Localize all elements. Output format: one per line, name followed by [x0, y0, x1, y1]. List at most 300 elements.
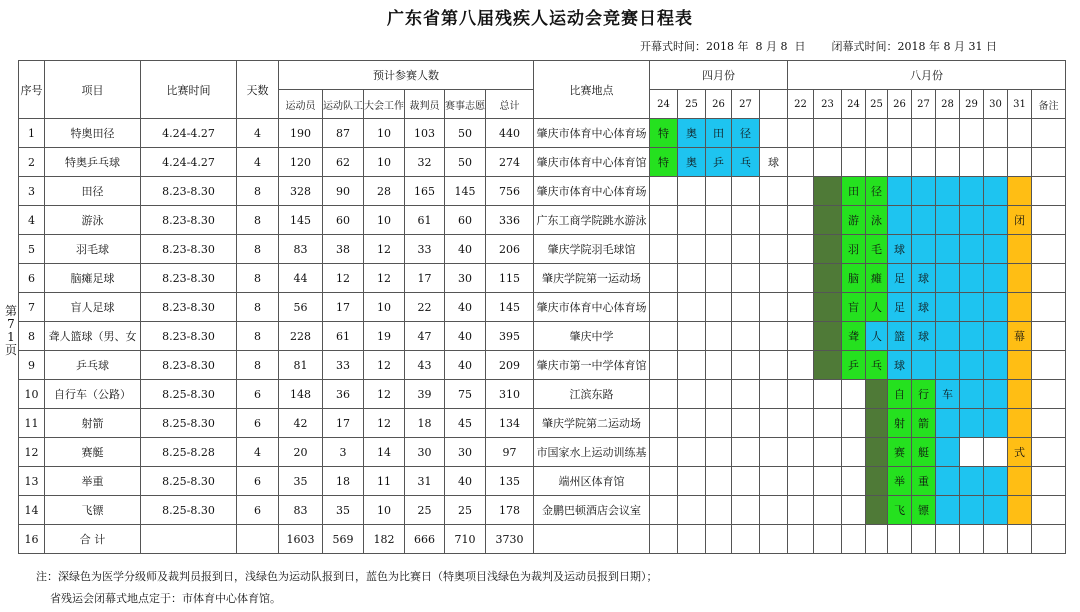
- cell-april-day: [678, 438, 706, 467]
- cell-people: 135: [486, 467, 534, 496]
- cell-people: 33: [323, 351, 364, 380]
- cell-august-day: [814, 177, 842, 206]
- cell-april-day: [678, 235, 706, 264]
- cell-august-day: 赛: [888, 438, 912, 467]
- cell-days: 8: [237, 235, 279, 264]
- cell-venue: 金鹏巴顿酒店会议室: [534, 496, 650, 525]
- cell-august-day: [1008, 148, 1032, 177]
- cell-august-day: [814, 409, 842, 438]
- cell-april-day: [678, 322, 706, 351]
- cell-venue: 肇庆市体育中心体育场: [534, 177, 650, 206]
- cell-april-day: [706, 380, 732, 409]
- cell-people: 31: [405, 467, 445, 496]
- cell-people: 10: [364, 206, 405, 235]
- cell-april-day: [650, 409, 678, 438]
- cell-april-day: 田: [706, 119, 732, 148]
- table-row: [19, 322, 1066, 351]
- cell-august-day: [1032, 409, 1066, 438]
- header-august-day: 27: [912, 90, 936, 119]
- cell-venue: 肇庆学院第一运动场: [534, 264, 650, 293]
- cell-people: 30: [405, 438, 445, 467]
- cell-august-day: [960, 467, 984, 496]
- cell-august-day: [866, 438, 888, 467]
- cell-august-day: [936, 467, 960, 496]
- header-april-day: [760, 90, 788, 119]
- cell-april-day: 特: [650, 148, 678, 177]
- cell-april-day: [760, 467, 788, 496]
- cell-august-day: [912, 206, 936, 235]
- cell-april-day: [650, 264, 678, 293]
- cell-august-day: [936, 206, 960, 235]
- header-august-day: 31: [1008, 90, 1032, 119]
- cell-april-day: [760, 496, 788, 525]
- cell-people: 40: [445, 322, 486, 351]
- cell-august-day: [1032, 438, 1066, 467]
- cell-august-day: [960, 351, 984, 380]
- cell-time: 8.23-8.30: [141, 206, 237, 235]
- cell-seq: 7: [19, 293, 45, 322]
- cell-august-day: [1008, 293, 1032, 322]
- table-row: [19, 438, 1066, 467]
- cell-april-day: [760, 322, 788, 351]
- cell-august-day: 车: [936, 380, 960, 409]
- cell-people: 165: [405, 177, 445, 206]
- cell-people: 61: [405, 206, 445, 235]
- cell-august-day: [912, 235, 936, 264]
- table-row: [19, 119, 1066, 148]
- schedule-table: [18, 60, 1066, 554]
- cell-april-day: 特: [650, 119, 678, 148]
- header-days: 天数: [237, 61, 279, 119]
- cell-venue: 广东工商学院跳水游泳: [534, 206, 650, 235]
- cell-item: 射箭: [45, 409, 141, 438]
- cell-people: 666: [405, 525, 445, 554]
- cell-august-day: 艇: [912, 438, 936, 467]
- cell-people: 206: [486, 235, 534, 264]
- cell-august-day: [912, 148, 936, 177]
- cell-venue: 肇庆市体育中心体育场: [534, 119, 650, 148]
- cell-people: 33: [405, 235, 445, 264]
- cell-august-day: [1008, 467, 1032, 496]
- cell-april-day: [706, 467, 732, 496]
- cell-april-day: [650, 235, 678, 264]
- cell-august-day: [814, 351, 842, 380]
- table-row: [19, 467, 1066, 496]
- cell-august-day: [866, 119, 888, 148]
- cell-days: 4: [237, 438, 279, 467]
- cell-august-day: [1008, 119, 1032, 148]
- cell-august-day: [912, 119, 936, 148]
- cell-august-day: [984, 496, 1008, 525]
- cell-time: 4.24-4.27: [141, 148, 237, 177]
- cell-april-day: [706, 322, 732, 351]
- cell-people: 17: [323, 409, 364, 438]
- cell-august-day: [814, 206, 842, 235]
- cell-april-day: [678, 525, 706, 554]
- cell-people: 12: [364, 351, 405, 380]
- cell-august-day: [912, 177, 936, 206]
- cell-august-day: [960, 235, 984, 264]
- cell-people: 40: [445, 351, 486, 380]
- cell-people: 39: [405, 380, 445, 409]
- cell-april-day: [732, 380, 760, 409]
- cell-august-day: [788, 438, 814, 467]
- cell-april-day: [678, 206, 706, 235]
- cell-item: 游泳: [45, 206, 141, 235]
- cell-days: 6: [237, 467, 279, 496]
- schedule-body: [19, 119, 1066, 554]
- cell-august-day: [984, 148, 1008, 177]
- cell-people: 56: [279, 293, 323, 322]
- header-august-day: 23: [814, 90, 842, 119]
- cell-people: 81: [279, 351, 323, 380]
- cell-people: 3: [323, 438, 364, 467]
- cell-days: 8: [237, 264, 279, 293]
- cell-seq: 4: [19, 206, 45, 235]
- cell-days: 8: [237, 177, 279, 206]
- cell-april-day: 奥: [678, 148, 706, 177]
- table-row: [19, 264, 1066, 293]
- cell-people: 328: [279, 177, 323, 206]
- cell-people: 336: [486, 206, 534, 235]
- cell-august-day: [984, 293, 1008, 322]
- cell-august-day: [1032, 235, 1066, 264]
- cell-days: 8: [237, 293, 279, 322]
- cell-people: 395: [486, 322, 534, 351]
- cell-august-day: [960, 206, 984, 235]
- cell-days: 4: [237, 119, 279, 148]
- cell-people: 274: [486, 148, 534, 177]
- cell-april-day: [732, 177, 760, 206]
- cell-item: 脑瘫足球: [45, 264, 141, 293]
- cell-april-day: 球: [760, 148, 788, 177]
- cell-people: 12: [364, 380, 405, 409]
- cell-august-day: [1008, 351, 1032, 380]
- page-number: 第 7 1 页: [4, 304, 17, 357]
- cell-april-day: [760, 206, 788, 235]
- table-row: [19, 206, 1066, 235]
- cell-august-day: [984, 525, 1008, 554]
- cell-seq: 10: [19, 380, 45, 409]
- cell-august-day: [888, 525, 912, 554]
- cell-april-day: [732, 438, 760, 467]
- cell-august-day: [814, 148, 842, 177]
- cell-april-day: [650, 177, 678, 206]
- cell-august-day: [842, 525, 866, 554]
- cell-april-day: [732, 206, 760, 235]
- ceremony-times: [640, 38, 1023, 54]
- cell-august-day: [866, 409, 888, 438]
- header-august-day: 24: [842, 90, 866, 119]
- cell-august-day: 式: [1008, 438, 1032, 467]
- cell-august-day: [814, 380, 842, 409]
- cell-april-day: [706, 525, 732, 554]
- cell-april-day: [732, 264, 760, 293]
- cell-people: 710: [445, 525, 486, 554]
- cell-people: 115: [486, 264, 534, 293]
- cell-august-day: [936, 293, 960, 322]
- cell-august-day: [814, 467, 842, 496]
- cell-people: 10: [364, 496, 405, 525]
- cell-august-day: [814, 119, 842, 148]
- cell-april-day: [650, 496, 678, 525]
- cell-item: 羽毛球: [45, 235, 141, 264]
- cell-april-day: [732, 496, 760, 525]
- cell-item: 田径: [45, 177, 141, 206]
- cell-august-day: 箭: [912, 409, 936, 438]
- cell-time: 8.25-8.28: [141, 438, 237, 467]
- cell-august-day: [814, 293, 842, 322]
- cell-people: 10: [364, 119, 405, 148]
- cell-august-day: [814, 322, 842, 351]
- header-april-day: 24: [650, 90, 678, 119]
- cell-august-day: [888, 119, 912, 148]
- cell-august-day: [936, 119, 960, 148]
- cell-april-day: [678, 467, 706, 496]
- cell-august-day: [842, 438, 866, 467]
- cell-august-day: [788, 119, 814, 148]
- cell-august-day: [960, 496, 984, 525]
- cell-april-day: [760, 293, 788, 322]
- cell-august-day: [960, 525, 984, 554]
- cell-people: 17: [323, 293, 364, 322]
- cell-august-day: [788, 496, 814, 525]
- cell-august-day: 人: [866, 322, 888, 351]
- cell-april-day: 径: [732, 119, 760, 148]
- cell-people: 60: [323, 206, 364, 235]
- cell-people: 35: [323, 496, 364, 525]
- cell-april-day: [732, 322, 760, 351]
- cell-people: 28: [364, 177, 405, 206]
- cell-august-day: 盲: [842, 293, 866, 322]
- cell-people: 228: [279, 322, 323, 351]
- cell-august-day: [1032, 351, 1066, 380]
- header-people-col: 运动员: [279, 90, 323, 119]
- cell-august-day: [960, 409, 984, 438]
- header-people: 预计参赛人数: [279, 61, 534, 90]
- header-people-col: 赛事志愿: [445, 90, 486, 119]
- cell-april-day: [760, 525, 788, 554]
- cell-august-day: [960, 264, 984, 293]
- cell-people: 440: [486, 119, 534, 148]
- cell-august-day: [842, 496, 866, 525]
- cell-august-day: [1032, 148, 1066, 177]
- cell-people: 97: [486, 438, 534, 467]
- cell-people: 25: [445, 496, 486, 525]
- header-april-day: 25: [678, 90, 706, 119]
- cell-time: 8.23-8.30: [141, 264, 237, 293]
- cell-april-day: [706, 206, 732, 235]
- cell-people: 90: [323, 177, 364, 206]
- cell-people: 145: [486, 293, 534, 322]
- cell-time: 8.23-8.30: [141, 351, 237, 380]
- header-time: 比赛时间: [141, 61, 237, 119]
- cell-august-day: [1008, 380, 1032, 409]
- cell-april-day: [706, 438, 732, 467]
- header-people-col: 总计: [486, 90, 534, 119]
- cell-april-day: [678, 293, 706, 322]
- cell-venue: 肇庆市体育中心体育场: [534, 293, 650, 322]
- cell-people: 62: [323, 148, 364, 177]
- cell-people: 44: [279, 264, 323, 293]
- cell-april-day: [678, 264, 706, 293]
- cell-people: 756: [486, 177, 534, 206]
- cell-april-day: [650, 380, 678, 409]
- cell-april-day: [732, 293, 760, 322]
- cell-days: 8: [237, 351, 279, 380]
- cell-people: 148: [279, 380, 323, 409]
- cell-august-day: [788, 235, 814, 264]
- cell-venue: 肇庆市第一中学体育馆: [534, 351, 650, 380]
- cell-time: 8.25-8.30: [141, 467, 237, 496]
- cell-august-day: [936, 438, 960, 467]
- header-august-day: 28: [936, 90, 960, 119]
- cell-people: 45: [445, 409, 486, 438]
- cell-august-day: [1032, 119, 1066, 148]
- cell-people: 14: [364, 438, 405, 467]
- header-august-day: 30: [984, 90, 1008, 119]
- cell-april-day: [678, 496, 706, 525]
- cell-august-day: [1032, 322, 1066, 351]
- cell-people: 83: [279, 496, 323, 525]
- table-row: [19, 148, 1066, 177]
- cell-seq: 12: [19, 438, 45, 467]
- cell-august-day: 行: [912, 380, 936, 409]
- cell-april-day: [678, 177, 706, 206]
- cell-april-day: [732, 351, 760, 380]
- cell-august-day: 田: [842, 177, 866, 206]
- cell-august-day: 球: [888, 235, 912, 264]
- cell-people: 3730: [486, 525, 534, 554]
- opening-time: 开幕式时间：2018 年 8 月 8 日: [640, 40, 806, 53]
- cell-people: 1603: [279, 525, 323, 554]
- cell-people: 25: [405, 496, 445, 525]
- cell-april-day: [706, 409, 732, 438]
- cell-april-day: [678, 351, 706, 380]
- cell-april-day: [760, 380, 788, 409]
- cell-august-day: [936, 409, 960, 438]
- cell-august-day: 乒: [842, 351, 866, 380]
- cell-item: 聋人篮球（男、女: [45, 322, 141, 351]
- cell-venue: 肇庆学院第二运动场: [534, 409, 650, 438]
- cell-people: 12: [364, 409, 405, 438]
- closing-time: 闭幕式时间：2018 年 8 月 31 日: [831, 40, 997, 53]
- cell-august-day: 聋: [842, 322, 866, 351]
- cell-august-day: [960, 119, 984, 148]
- cell-time: 8.25-8.30: [141, 409, 237, 438]
- cell-people: 38: [323, 235, 364, 264]
- cell-august-day: [814, 496, 842, 525]
- cell-august-day: [1032, 177, 1066, 206]
- cell-item: 飞镖: [45, 496, 141, 525]
- cell-august-day: 足: [888, 293, 912, 322]
- cell-people: 10: [364, 148, 405, 177]
- cell-venue: 肇庆中学: [534, 322, 650, 351]
- cell-august-day: 闭: [1008, 206, 1032, 235]
- cell-august-day: [788, 525, 814, 554]
- cell-august-day: [866, 148, 888, 177]
- cell-april-day: [706, 177, 732, 206]
- cell-time: 8.25-8.30: [141, 496, 237, 525]
- cell-people: 17: [405, 264, 445, 293]
- cell-time: 8.23-8.30: [141, 293, 237, 322]
- header-seq: 序号: [19, 61, 45, 119]
- cell-item: 合 计: [45, 525, 141, 554]
- table-row: [19, 177, 1066, 206]
- cell-august-day: [788, 322, 814, 351]
- cell-people: 83: [279, 235, 323, 264]
- page-title: 广东省第八届残疾人运动会竞赛日程表: [387, 9, 693, 29]
- cell-people: 35: [279, 467, 323, 496]
- table-row: [19, 496, 1066, 525]
- table-row: [19, 351, 1066, 380]
- cell-april-day: [760, 351, 788, 380]
- cell-august-day: [984, 264, 1008, 293]
- cell-people: 134: [486, 409, 534, 438]
- cell-time: 8.25-8.30: [141, 380, 237, 409]
- cell-april-day: [760, 409, 788, 438]
- header-april: 四月份: [650, 61, 788, 90]
- cell-august-day: [814, 235, 842, 264]
- cell-august-day: [1008, 177, 1032, 206]
- header-august-day: 26: [888, 90, 912, 119]
- cell-people: 12: [323, 264, 364, 293]
- cell-people: 145: [279, 206, 323, 235]
- cell-august-day: [1008, 409, 1032, 438]
- cell-item: 自行车（公路）: [45, 380, 141, 409]
- cell-august-day: [984, 351, 1008, 380]
- closing-venue-note: 省残运会闭幕式地点定于：市体育中心体育馆。: [50, 592, 281, 605]
- cell-august-day: 脑: [842, 264, 866, 293]
- cell-people: 61: [323, 322, 364, 351]
- cell-august-day: [814, 438, 842, 467]
- cell-april-day: [650, 322, 678, 351]
- cell-august-day: [960, 438, 984, 467]
- cell-august-day: 射: [888, 409, 912, 438]
- cell-august-day: [1008, 235, 1032, 264]
- cell-april-day: [650, 351, 678, 380]
- cell-august-day: 人: [866, 293, 888, 322]
- cell-april-day: [760, 438, 788, 467]
- header-row-1: [19, 61, 1066, 90]
- table-row: [19, 525, 1066, 554]
- header-april-day: 27: [732, 90, 760, 119]
- cell-people: 310: [486, 380, 534, 409]
- cell-people: 569: [323, 525, 364, 554]
- cell-august-day: [842, 467, 866, 496]
- cell-august-day: 足: [888, 264, 912, 293]
- cell-april-day: [706, 293, 732, 322]
- cell-august-day: [960, 293, 984, 322]
- cell-time: 8.23-8.30: [141, 322, 237, 351]
- cell-august-day: 飞: [888, 496, 912, 525]
- cell-people: 18: [323, 467, 364, 496]
- cell-people: 190: [279, 119, 323, 148]
- cell-people: 40: [445, 467, 486, 496]
- cell-august-day: [936, 264, 960, 293]
- cell-august-day: [1032, 380, 1066, 409]
- header-august-day: 29: [960, 90, 984, 119]
- cell-august-day: 径: [866, 177, 888, 206]
- cell-people: 22: [405, 293, 445, 322]
- cell-people: 103: [405, 119, 445, 148]
- cell-item: 特奥乒乓球: [45, 148, 141, 177]
- cell-time: 8.23-8.30: [141, 177, 237, 206]
- cell-august-day: [866, 380, 888, 409]
- cell-august-day: 举: [888, 467, 912, 496]
- cell-item: 特奥田径: [45, 119, 141, 148]
- cell-august-day: 镖: [912, 496, 936, 525]
